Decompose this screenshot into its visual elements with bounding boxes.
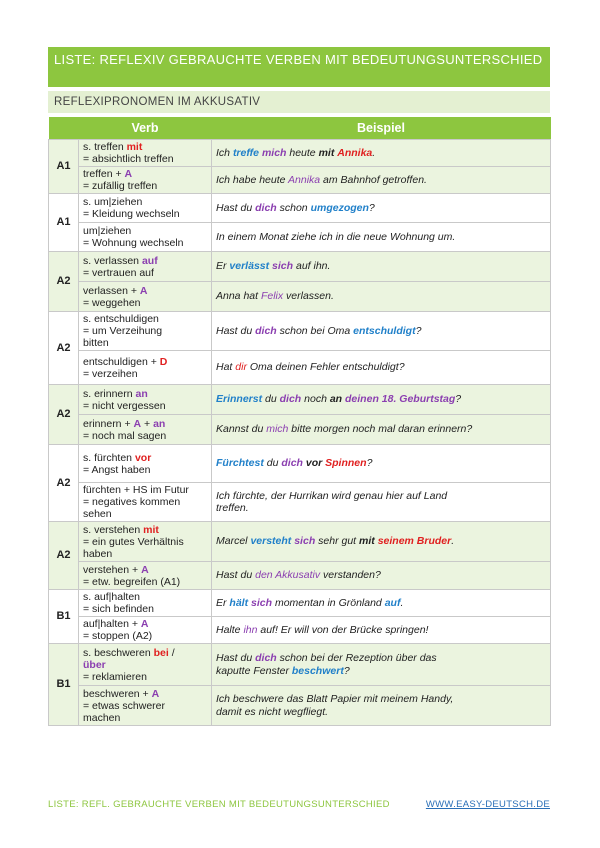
example-text: Annika [288, 173, 321, 186]
level-cell: A2 [49, 445, 79, 522]
example-cell [212, 686, 551, 726]
example-cell [212, 282, 551, 312]
example-text: In einem Monat ziehe ich in die neue Wohnung um. [216, 230, 456, 243]
table-row [49, 385, 551, 415]
example-text: am Bahnhof getroffen. [320, 173, 427, 186]
verb-text: erinnern + [83, 417, 134, 430]
example-text: verlässt [229, 260, 270, 273]
verb-text: = ein gutes Verhältnis [83, 535, 184, 548]
verb-line [83, 168, 207, 180]
verb-text: fürchten + HS im Futur [83, 484, 189, 496]
level-cell: A1 [49, 194, 79, 252]
example-line [216, 535, 546, 548]
verb-text: D [159, 355, 168, 368]
example-text: entschuldigt [353, 324, 416, 337]
example-text: hält [229, 596, 249, 609]
example-line [216, 147, 546, 160]
example-text: mich [261, 146, 287, 159]
verb-text: = vertrauen auf [83, 266, 154, 279]
example-text: auf! Er will von der Brücke springen! [257, 623, 429, 636]
example-line [216, 706, 546, 719]
example-text: schon [276, 201, 311, 214]
verb-line [83, 180, 207, 192]
example-text: versteht [250, 535, 292, 548]
example-cell [212, 312, 551, 351]
verb-text: = negatives kommen [83, 496, 181, 508]
verb-cell [79, 562, 212, 590]
example-text: auf [384, 596, 401, 609]
verb-text: s. entschuldigen [83, 313, 159, 325]
example-text: beschwert [291, 664, 344, 677]
example-text: Oma deinen Fehler entschuldigt? [246, 361, 405, 374]
verb-text: s. verstehen [83, 523, 144, 536]
verb-cell [79, 252, 212, 282]
example-text: kaputte Fenster [216, 664, 292, 677]
verb-line [83, 671, 207, 683]
verb-text: A [140, 618, 149, 630]
example-text: Hast du [216, 569, 256, 582]
table-row [49, 644, 551, 686]
verb-cell [79, 644, 212, 686]
verb-text: s. verlassen [83, 254, 142, 267]
verb-line [83, 548, 207, 560]
level-cell: A2 [49, 522, 79, 590]
verb-text: mit [126, 141, 143, 153]
level-cell: A2 [49, 312, 79, 385]
verb-line [83, 337, 207, 349]
verb-text: = absichtlich treffen [83, 153, 174, 165]
example-line [216, 652, 546, 665]
example-text: ? [415, 324, 422, 337]
example-text: deinen 18. Geburtstag [345, 393, 456, 406]
verb-text: verlassen + [83, 284, 140, 297]
verb-text: sehen [83, 508, 112, 520]
verb-line [83, 603, 207, 615]
verb-line [83, 576, 207, 588]
verb-line [83, 630, 207, 642]
example-text: mich [266, 423, 289, 436]
verb-text: treffen + [83, 168, 125, 180]
verb-line [83, 452, 207, 464]
footer-link[interactable]: WWW.EASY-DEUTSCH.DE [425, 799, 550, 810]
example-cell [212, 644, 551, 686]
example-line [216, 361, 546, 374]
example-line [216, 665, 546, 678]
example-text: damit es nicht wegfliegt. [216, 705, 329, 718]
example-cell [212, 562, 551, 590]
verb-text: vor [134, 451, 152, 464]
example-cell [212, 445, 551, 483]
verb-line [83, 484, 207, 496]
example-text: Marcel [216, 535, 251, 548]
example-line [216, 260, 546, 273]
example-text: mit [359, 535, 375, 548]
verb-line [83, 388, 207, 400]
example-text: du [262, 393, 280, 406]
verb-cell [79, 223, 212, 252]
example-line [216, 624, 546, 637]
verb-text: entschuldigen + [83, 355, 160, 368]
example-cell [212, 351, 551, 385]
verb-text: = reklamieren [83, 670, 147, 683]
header-level [49, 117, 79, 140]
verb-text: an [135, 387, 148, 400]
example-text: treffen. [216, 502, 249, 514]
table-row [49, 415, 551, 445]
example-line [216, 231, 546, 244]
verb-line [83, 712, 207, 724]
section-subtitle: REFLEXIPRONOMEN IM AKKUSATIV [48, 91, 550, 113]
verb-line [83, 356, 207, 368]
example-text: Felix [260, 290, 284, 303]
example-text: umgezogen [310, 201, 369, 214]
verb-text: = stoppen (A2) [83, 630, 153, 642]
verb-line [83, 464, 207, 476]
verb-cell [79, 445, 212, 483]
table-row [49, 562, 551, 590]
verb-text: A [151, 687, 160, 700]
verb-cell [79, 312, 212, 351]
example-cell [212, 194, 551, 223]
verb-text: A [141, 563, 149, 576]
example-cell [212, 167, 551, 194]
verb-cell [79, 194, 212, 223]
page-title: LISTE: REFLEXIV GEBRAUCHTE VERBEN MIT BEDEUTUNGSUNTERSCHIED [48, 47, 550, 87]
table-row [49, 223, 551, 252]
verb-cell [79, 282, 212, 312]
example-line [216, 325, 546, 338]
verb-line [83, 225, 207, 237]
verb-cell [79, 415, 212, 445]
verb-cell [79, 140, 212, 167]
level-cell: A2 [49, 252, 79, 312]
verb-line [83, 591, 207, 603]
example-text: heute [286, 146, 319, 159]
verb-text: = weggehen [83, 296, 141, 309]
verb-line [83, 325, 207, 337]
example-text: sehr gut [315, 535, 360, 548]
verb-text: mit [143, 523, 159, 536]
verb-text: s. treffen [83, 141, 127, 153]
table-row [49, 312, 551, 351]
example-line [216, 174, 546, 187]
example-line [216, 490, 546, 503]
level-cell: A2 [49, 385, 79, 445]
example-text: dir [235, 361, 247, 374]
verb-line [83, 524, 207, 536]
verb-text: s. um|ziehen [83, 196, 143, 208]
example-text: . [372, 146, 376, 159]
verb-text: = etwas schwerer [83, 699, 165, 712]
verb-text: haben [83, 547, 113, 560]
verb-line [83, 141, 207, 153]
example-text: an [329, 393, 343, 406]
table-row [49, 590, 551, 617]
example-text: Spinnen [325, 457, 367, 470]
example-line [216, 393, 546, 406]
verb-line [83, 700, 207, 712]
verb-text: an [153, 417, 166, 430]
example-text: Kannst du [216, 423, 267, 436]
example-text: seinem Bruder [377, 535, 452, 548]
example-text: den Akkusativ [255, 569, 321, 582]
example-text: Annika [337, 146, 373, 159]
table-row [49, 140, 551, 167]
example-text: Ich habe heute [216, 173, 289, 186]
example-cell [212, 223, 551, 252]
example-text: auf ihn. [293, 260, 331, 273]
table-row [49, 522, 551, 562]
verb-text: s. beschweren [83, 646, 154, 659]
verb-text: A [133, 417, 142, 430]
example-text: ihn [243, 623, 258, 636]
verb-line [83, 237, 207, 249]
level-cell: B1 [49, 590, 79, 644]
verb-text: / [168, 646, 175, 659]
example-text: dich [281, 457, 303, 470]
verb-line [83, 400, 207, 412]
example-cell [212, 590, 551, 617]
verb-text: verstehen + [83, 563, 142, 576]
table-row [49, 445, 551, 483]
verb-text: = nicht vergessen [83, 399, 166, 412]
verb-text: auf [141, 254, 158, 267]
example-text: Hast du [216, 652, 256, 664]
example-cell [212, 385, 551, 415]
example-text: Fürchtest [216, 457, 264, 470]
verb-line [83, 313, 207, 325]
example-text: Halte [216, 623, 244, 636]
verb-line [83, 196, 207, 208]
verb-table [48, 117, 551, 726]
verb-text: auf|halten + [83, 618, 141, 630]
verb-line [83, 508, 207, 520]
verb-text: = noch mal sagen [83, 429, 167, 442]
example-line [216, 202, 546, 215]
example-line [216, 502, 546, 515]
example-text: schon bei der Rezeption über das [276, 652, 437, 664]
verb-text: um|ziehen [83, 225, 132, 237]
example-line [216, 457, 546, 470]
verb-text: bei [153, 646, 169, 659]
verb-cell [79, 483, 212, 522]
verb-text: = um Verzeihung [83, 325, 163, 337]
level-cell: B1 [49, 644, 79, 726]
example-text: dich [255, 324, 277, 337]
verb-text: + [141, 417, 154, 430]
example-line [216, 693, 546, 706]
example-text: noch [301, 393, 330, 406]
verb-line [83, 496, 207, 508]
level-cell: A1 [49, 140, 79, 194]
verb-cell [79, 351, 212, 385]
verb-cell [79, 385, 212, 415]
example-text: Ich [216, 146, 233, 159]
example-text: schon bei Oma [276, 324, 354, 337]
example-line [216, 597, 546, 610]
example-cell [212, 252, 551, 282]
table-header-row [49, 117, 551, 140]
example-text: du [263, 457, 282, 470]
verb-line [83, 368, 207, 380]
example-text: verlassen. [283, 290, 334, 303]
verb-line [83, 255, 207, 267]
table-row [49, 252, 551, 282]
example-text: Ich beschwere das Blatt Papier mit meinem Handy, [216, 693, 454, 705]
example-line [216, 569, 546, 582]
example-text: . [400, 596, 404, 609]
example-text: Hat [216, 361, 236, 374]
example-text: bitte morgen noch mal daran erinnern? [288, 423, 473, 436]
example-text: Hast du [216, 201, 256, 214]
table-row [49, 351, 551, 385]
verb-line [83, 208, 207, 220]
table-row [49, 282, 551, 312]
example-text: ? [343, 664, 350, 677]
example-text: vor [305, 457, 323, 470]
example-text: momentan in Grönland [272, 596, 385, 609]
verb-cell [79, 617, 212, 644]
table-row [49, 686, 551, 726]
example-text: dich [255, 652, 277, 664]
example-text: ? [366, 457, 373, 470]
example-text: . [451, 535, 455, 548]
header-verb: Verb [79, 117, 212, 140]
header-example: Beispiel [212, 117, 551, 140]
example-text: mit [318, 146, 335, 159]
verb-cell [79, 590, 212, 617]
verb-text: = Wohnung wechseln [83, 237, 184, 249]
verb-text: s. auf|halten [83, 591, 141, 603]
verb-text: beschweren + [83, 687, 152, 700]
footer-title: LISTE: REFL. GEBRAUCHTE VERBEN MIT BEDEUTUNGSUNTERSCHIED [48, 799, 390, 810]
example-cell [212, 617, 551, 644]
table-row [49, 194, 551, 223]
verb-line [83, 688, 207, 700]
verb-line [83, 659, 207, 671]
example-text: verstanden? [320, 569, 381, 582]
example-text: Ich fürchte, der Hurrikan wird genau hier auf Land [216, 489, 448, 502]
verb-text: s. fürchten [83, 451, 135, 464]
verb-line [83, 297, 207, 309]
verb-text: s. erinnern [83, 387, 136, 400]
verb-line [83, 647, 207, 659]
table-row [49, 617, 551, 644]
example-text: treffe [232, 146, 260, 159]
verb-text: machen [83, 711, 121, 724]
verb-line [83, 267, 207, 279]
verb-line [83, 430, 207, 442]
example-text: sich [251, 596, 273, 609]
verb-cell [79, 167, 212, 194]
example-cell [212, 415, 551, 445]
verb-line [83, 618, 207, 630]
verb-text: = sich befinden [83, 603, 154, 615]
verb-cell [79, 686, 212, 726]
example-cell [212, 140, 551, 167]
verb-text: = zufällig treffen [83, 180, 158, 192]
verb-text: bitten [83, 337, 109, 349]
verb-line [83, 536, 207, 548]
verb-line [83, 285, 207, 297]
example-text: Anna hat [216, 290, 261, 303]
example-text: dich [255, 201, 277, 214]
example-text: ? [455, 393, 462, 406]
example-text: Hast du [216, 324, 256, 337]
verb-text: = verzeihen [83, 367, 138, 380]
verb-text: = Angst haben [83, 463, 151, 476]
example-cell [212, 522, 551, 562]
table-row [49, 483, 551, 522]
verb-cell [79, 522, 212, 562]
verb-text: A [124, 168, 133, 180]
verb-text: über [83, 658, 106, 671]
example-text: ? [368, 201, 375, 214]
example-text: dich [279, 393, 302, 406]
verb-line [83, 564, 207, 576]
example-cell [212, 483, 551, 522]
example-text: sich [272, 260, 294, 273]
example-line [216, 423, 546, 436]
example-text: Erinnerst [216, 393, 263, 406]
table-row [49, 167, 551, 194]
verb-text: = Kleidung wechseln [83, 208, 180, 220]
verb-text: A [139, 284, 148, 297]
example-text: Er [216, 596, 230, 609]
example-line [216, 290, 546, 303]
example-text: Er [216, 260, 230, 273]
verb-text: = etw. begreifen (A1) [83, 575, 181, 588]
example-text: sich [294, 535, 316, 548]
verb-line [83, 153, 207, 165]
verb-line [83, 418, 207, 430]
